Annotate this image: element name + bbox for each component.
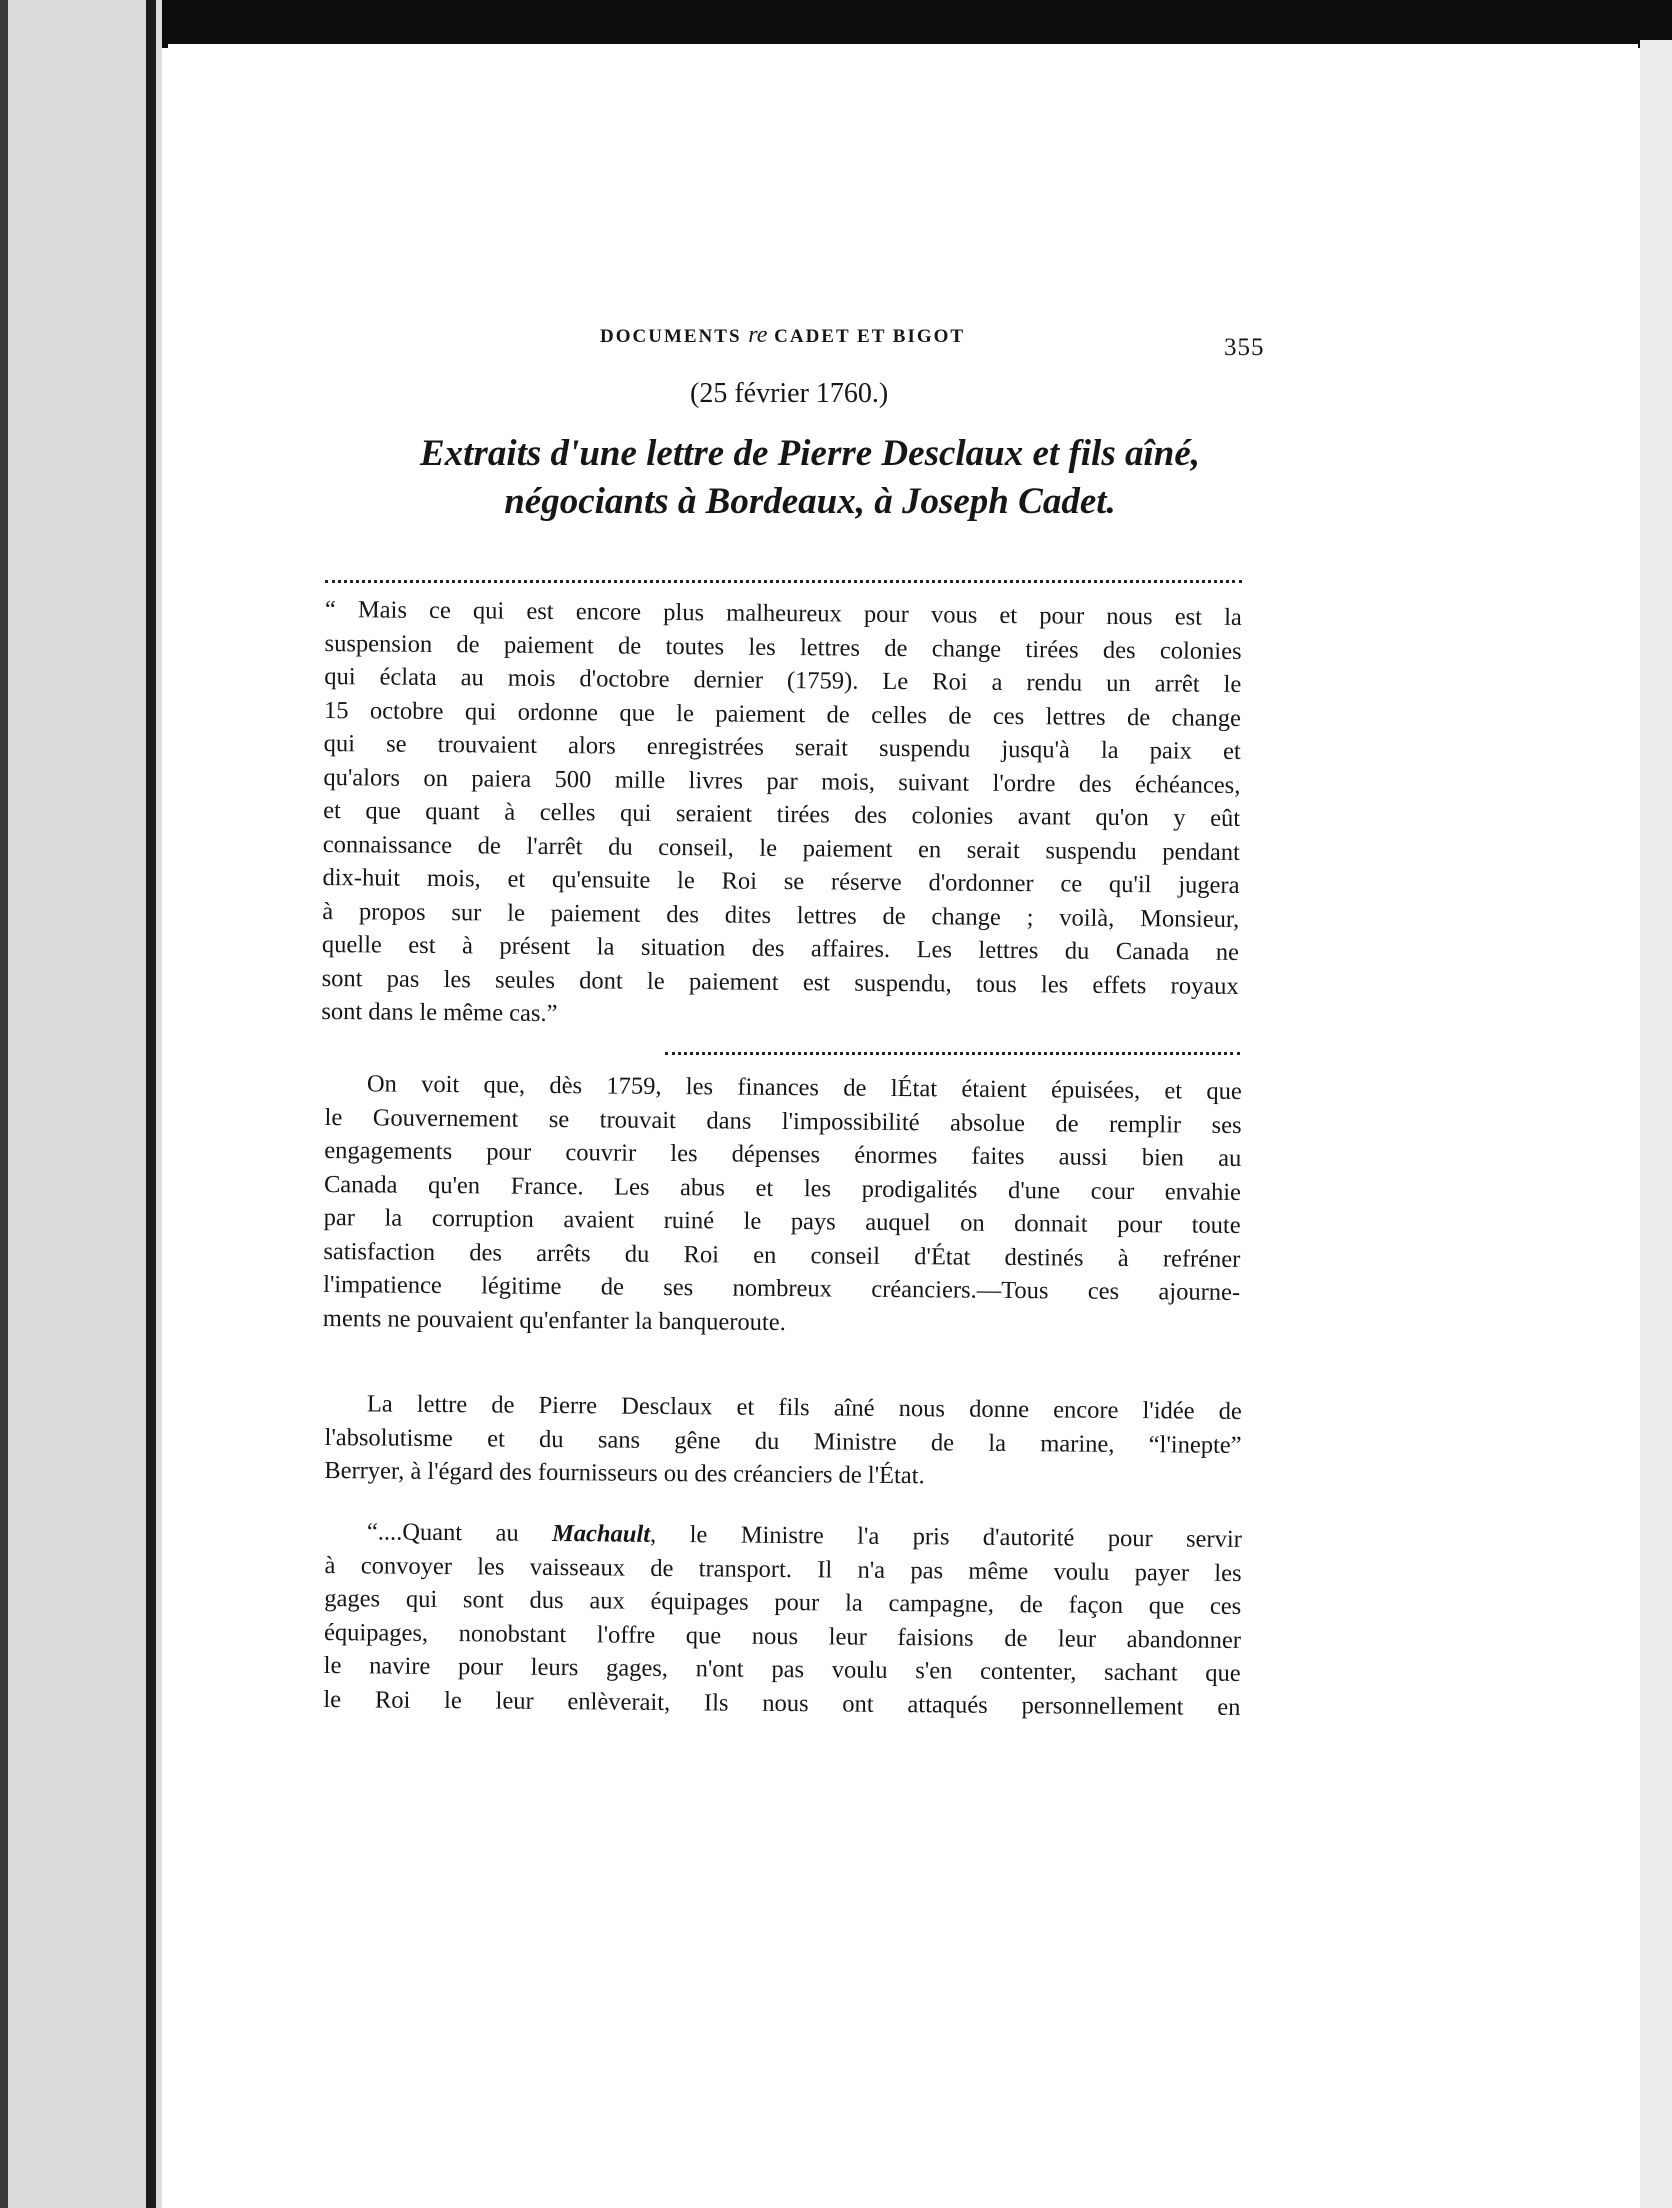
para1-line-2: le Gouvernement se trouvait dans l'impossibilité absolue de remplir ses	[324, 1103, 1242, 1139]
quote2-line-2: à convoyer les vaisseaux de transport. Il n'a pas même voulu payer les	[324, 1551, 1242, 1587]
quote2-line-5: le navire pour leurs gages, n'ont pas voulu s'en contenter, sachant que	[323, 1651, 1241, 1687]
para1-line-1: On voit que, dès 1759, les finances de lÉtat étaient épuisées, et que	[366, 1070, 1242, 1106]
para1-line-3: engagements pour couvrir les dépenses énormes faites aussi bien au	[324, 1136, 1242, 1172]
running-title-part2: CADET ET BIGOT	[774, 326, 966, 347]
scan-right-edge	[1640, 40, 1672, 2208]
quoted-letter-excerpt-2	[323, 1520, 1242, 1729]
quote2-line-6: le Roi le leur enlèverait, Ils nous ont attaqués personnellement en	[323, 1685, 1241, 1721]
quote2-line-1	[325, 1520, 1242, 1553]
running-header	[600, 322, 965, 349]
quote1-line-5: qui se trouvaient alors enregistrées serait suspendu jusqu'à la paix et	[323, 729, 1241, 765]
quote2-prefix: “....Quant au	[366, 1518, 553, 1547]
commentary-paragraph-2	[324, 1392, 1242, 1500]
commentary-paragraph-1	[323, 1072, 1242, 1348]
ellipsis-rule-after-quote	[665, 1052, 1240, 1055]
quote1-line-9: dix-huit mois, et qu'ensuite le Roi se réserve d'ordonner ce qu'il jugera	[322, 863, 1240, 899]
para2-line-2: l'absolutisme et du sans gêne du Ministre de la marine, “l'inepte”	[324, 1423, 1242, 1459]
quote1-line-11: quelle est à présent la situation des affaires. Les lettres du Canada ne	[321, 930, 1240, 966]
quote1-line-2: suspension de paiement de toutes les lettres de change tirées des colonies	[324, 629, 1242, 665]
quote1-line-7: et que quant à celles qui seraient tirées des colonies avant qu'on y eût	[323, 796, 1241, 832]
quoted-letter-excerpt	[321, 598, 1242, 1041]
quote2-suffix: , le Ministre l'a pris d'autorité pour servir	[650, 1520, 1242, 1554]
date-line: (25 février 1760.)	[690, 378, 889, 409]
para2-line-1: La lettre de Pierre Desclaux et fils aîné nous donne encore l'idée de	[366, 1390, 1242, 1426]
title-line-2: négociants à Bordeaux, à Joseph Cadet.	[504, 481, 1116, 522]
scan-top-band	[0, 0, 1672, 48]
quote1-line-1: “ Mais ce qui est encore plus malheureux pour vous et pour nous est la	[324, 596, 1242, 632]
scan-left-edge	[0, 0, 162, 2208]
quote1-line-10: à propos sur le paiement des dites lettres de change ; voilà, Monsieur,	[322, 897, 1240, 933]
title-line-1: Extraits d'une lettre de Pierre Desclaux et fils aîné,	[419, 433, 1201, 474]
para1-line-8: ments ne pouvaient qu'enfanter la banqueroute.	[322, 1304, 786, 1336]
quote1-line-4: 15 octobre qui ordonne que le paiement de celles de ces lettres de change	[323, 696, 1242, 732]
ship-name-machault: Machault	[551, 1519, 651, 1548]
running-title-re: re	[748, 322, 768, 348]
quote1-line-6: qu'alors on paiera 500 mille livres par mois, suivant l'ordre des échéances,	[323, 763, 1241, 799]
para1-line-6: satisfaction des arrêts du Roi en conseil d'État destinés à refréner	[323, 1237, 1241, 1273]
document-title	[350, 430, 1270, 526]
quote2-line-4: équipages, nonobstant l'offre que nous leur faisions de leur abandonner	[323, 1618, 1242, 1654]
quote1-line-3: qui éclata au mois d'octobre dernier (1759). Le Roi a rendu un arrêt le	[324, 662, 1242, 698]
para1-line-5: par la corruption avaient ruiné le pays auquel on donnait pour toute	[323, 1203, 1241, 1239]
quote1-line-13: sont dans le même cas.”	[321, 997, 558, 1028]
running-title-part1: DOCUMENTS	[600, 326, 742, 347]
para1-line-4: Canada qu'en France. Les abus et les prodigalités d'une cour envahie	[323, 1170, 1242, 1206]
para1-line-7: l'impatience légitime de ses nombreux créanciers.—Tous ces ajourne-	[323, 1270, 1241, 1306]
quote1-line-12: sont pas les seules dont le paiement est suspendu, tous les effets royaux	[321, 964, 1239, 1000]
quote1-line-8: connaissance de l'arrêt du conseil, le paiement en serait suspendu pendant	[322, 830, 1240, 866]
page-number: 355	[1224, 334, 1265, 361]
para2-line-3: Berryer, à l'égard des fournisseurs ou des créanciers de l'État.	[324, 1456, 925, 1490]
quote2-line-3: gages qui sont dus aux équipages pour la campagne, de façon que ces	[324, 1584, 1242, 1620]
ellipsis-rule-top	[325, 580, 1242, 583]
